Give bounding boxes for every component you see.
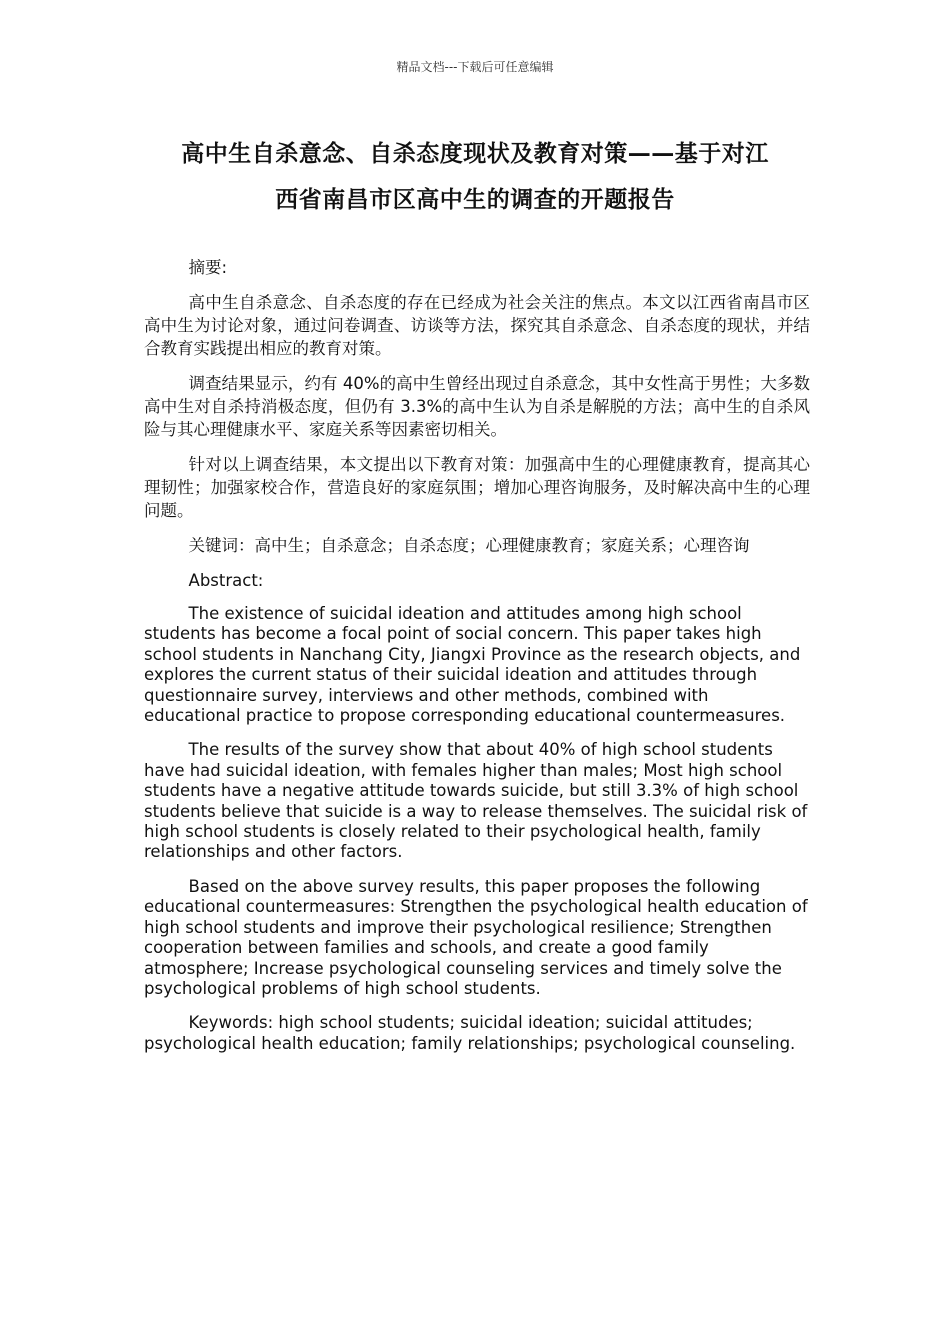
document-body [144, 256, 810, 1068]
abstract-cn-paragraph-3: 针对以上调查结果，本文提出以下教育对策：加强高中生的心理健康教育，提高其心理韧性；加强家校合作，营造良好的家庭氛围；增加心理咨询服务，及时解决高中生的心理问题。 [144, 455, 810, 520]
abstract-en-paragraph-2: The results of the survey show that about 40% of high school students have had suicidal ideation, with females higher than males; Most high school students have a negative attitude towards suicide, but still 3.3% of high school students believe that suicide is a way to release themselves. The suicidal risk of high school students is closely related to their psychological health, family relationships and other factors. [144, 740, 808, 862]
abstract-cn-label: 摘要: [188, 258, 228, 277]
title-line-1: 高中生自杀意念、自杀态度现状及教育对策——基于对江 [181, 141, 769, 167]
document-title [120, 131, 830, 223]
abstract-cn-paragraph-2: 调查结果显示，约有 40%的高中生曾经出现过自杀意念，其中女性高于男性；大多数高中生对自杀持消极态度，但仍有 3.3%的高中生认为自杀是解脱的方法；高中生的自杀风险与其心理健康水平、家庭关系等因素密切相关。 [144, 374, 810, 439]
keywords-en: Keywords: high school students; suicidal ideation; suicidal attitudes; psychological health education; family relationships; psychological counseling. [144, 1013, 796, 1053]
abstract-cn-paragraph-1: 高中生自杀意念、自杀态度的存在已经成为社会关注的焦点。本文以江西省南昌市区高中生为讨论对象，通过问卷调查、访谈等方法，探究其自杀意念、自杀态度的现状，并结合教育实践提出相应的教育对策。 [144, 293, 810, 358]
abstract-en-label: Abstract: [188, 571, 264, 590]
title-line-2: 西省南昌市区高中生的调查的开题报告 [275, 187, 675, 213]
header-note: 精品文档---下载后可任意编辑 [396, 60, 554, 74]
keywords-cn: 关键词：高中生；自杀意念；自杀态度；心理健康教育；家庭关系；心理咨询 [188, 536, 750, 555]
abstract-en-paragraph-1: The existence of suicidal ideation and attitudes among high school students has become a focal point of social concern. This paper takes high school students in Nanchang City, Jiangxi Province as the research objects, and explores the current status of their suicidal ideation and attitudes through questionnaire survey, interviews and other methods, combined with educational practice to propose corresponding educational countermeasures. [144, 604, 801, 726]
abstract-en-paragraph-3: Based on the above survey results, this paper proposes the following educational countermeasures: Strengthen the psychological health education of high school students and improve their psychological resilience; Strengthen cooperation between families and schools, and create a good family atmosphere; Increase psychological counseling services and timely solve the psychological problems of high school students. [144, 876, 808, 998]
